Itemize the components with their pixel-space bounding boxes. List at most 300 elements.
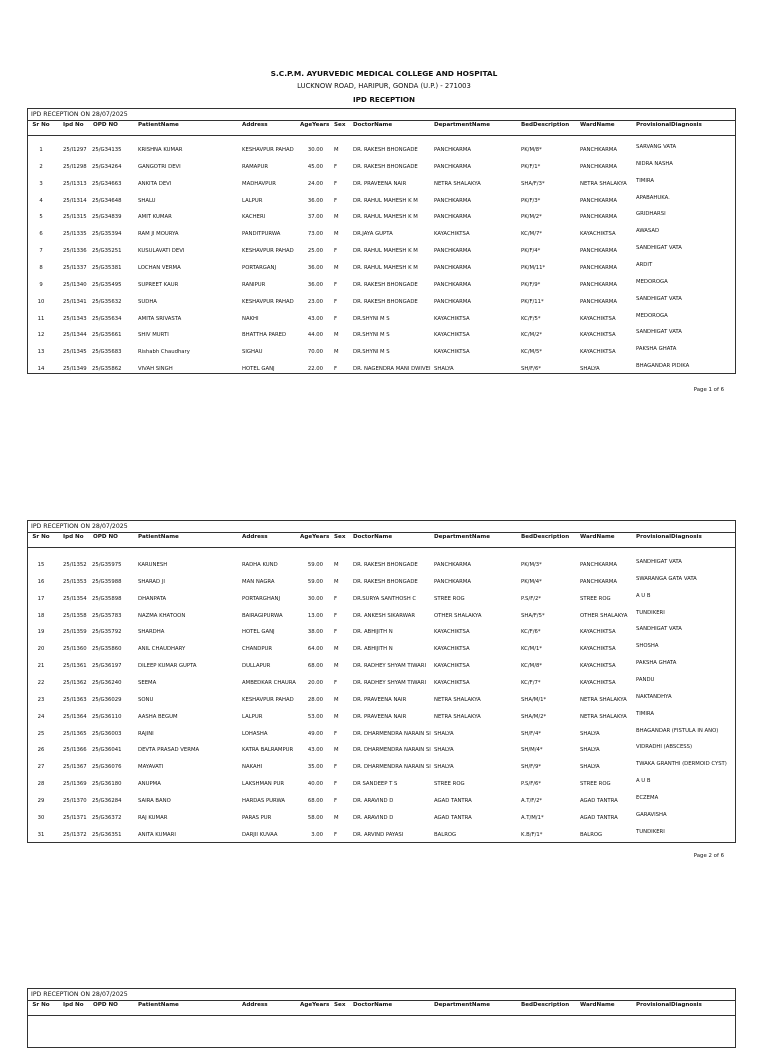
cell-address: PORTARGANJ	[242, 264, 277, 271]
column-header: Sex	[334, 534, 346, 540]
cell-opd: 25/G36351	[92, 831, 122, 838]
cell-dept: STREE ROG	[434, 781, 465, 788]
cell-sex: M	[334, 147, 339, 153]
cell-name: SHIV MURTI	[138, 332, 169, 339]
cell-name: VIVAH SINGH	[138, 366, 173, 373]
cell-address: NAKHI	[242, 315, 259, 322]
cell-ipd: 25/I1349	[63, 366, 87, 373]
column-header: PatientName	[138, 534, 179, 540]
cell-doctor: DR. ABHIJITH N	[353, 629, 393, 636]
column-header: BedDescription	[521, 534, 570, 540]
cell-address: LAKSHMAN PUR	[242, 781, 285, 788]
cell-age: 44.00	[307, 332, 323, 339]
cell-name: DEVTA PRASAD VERMA	[138, 747, 200, 754]
cell-opd: 25/G35860	[92, 646, 122, 653]
column-header: ProvisionalDiagnosis	[636, 534, 702, 540]
cell-opd: 25/G34663	[92, 180, 122, 187]
cell-ward: KAYACHIKTSA	[580, 663, 616, 670]
column-header: WardName	[580, 122, 615, 128]
cell-ward: AGAD TANTRA	[580, 797, 618, 804]
cell-ward: NETRA SHALAKYA	[580, 713, 627, 720]
cell-ipd: 25/I1335	[63, 231, 87, 238]
cell-diag: BHAGANDAR (FISTULA IN ANO)	[636, 727, 719, 734]
column-header: PatientName	[138, 122, 179, 128]
cell-bed: KC/M/7*	[521, 231, 543, 238]
cell-bed: A.T/F/2*	[521, 797, 543, 804]
table-row	[28, 811, 735, 827]
cell-name: SUDHA	[138, 298, 157, 305]
cell-diag: TIMIRA	[636, 177, 655, 184]
cell-diag: PANDU	[636, 676, 655, 683]
column-header-row	[28, 534, 735, 544]
cell-ipd: 25/I1352	[63, 562, 87, 568]
column-header: Address	[242, 534, 268, 540]
table-row	[28, 144, 735, 159]
cell-bed: SHA/M/2*	[521, 713, 547, 720]
cell-dept: PANCHKARMA	[434, 147, 472, 153]
cell-sr: 30	[37, 814, 45, 821]
cell-sex: F	[334, 281, 338, 288]
cell-ward: NETRA SHALAKYA	[580, 696, 627, 703]
cell-ipd: 25/I1371	[63, 814, 87, 821]
cell-bed: PK/M/11*	[521, 264, 546, 271]
cell-sr: 20	[37, 646, 45, 653]
cell-sex: M	[334, 349, 339, 356]
table-row	[28, 592, 735, 608]
cell-sex: M	[334, 713, 339, 720]
cell-name: KARUNESH	[138, 562, 168, 568]
cell-diag: GRIDHARSI	[636, 211, 666, 218]
cell-dept: PANCHKARMA	[434, 197, 472, 204]
cell-age: 59.00	[307, 578, 323, 585]
cell-diag: MEDOROGA	[636, 312, 668, 319]
cell-name: SHARAD JI	[138, 578, 165, 585]
cell-bed: KC/M/2*	[521, 332, 543, 339]
cell-sex: M	[334, 214, 339, 221]
cell-diag: SWARANGA GATA VATA	[636, 575, 697, 582]
cell-address: KESHAVPUR PAHAD	[242, 248, 294, 255]
cell-ipd: 25/I1345	[63, 349, 87, 356]
cell-doctor: DR. ARAVIND D	[353, 797, 394, 804]
cell-address: KESHAVPUR PAHAD	[242, 147, 294, 153]
table-row	[28, 693, 735, 709]
cell-dept: PANCHKARMA	[434, 298, 472, 305]
cell-address: HOTEL GANJ	[242, 366, 275, 373]
cell-bed: P.S/F/2*	[521, 595, 542, 602]
cell-diag: A U B	[636, 592, 651, 599]
cell-doctor: DR. DHARMENDRA NARAIN SI	[353, 730, 431, 737]
cell-diag: ARDIT	[636, 261, 653, 268]
cell-address: KESHAVPUR PAHAD	[242, 298, 294, 305]
cell-ward: KAYACHIKTSA	[580, 332, 616, 339]
college-name: S.C.P.M. AYURVEDIC MEDICAL COLLEGE AND HOSPITAL	[270, 69, 498, 78]
cell-sex: F	[334, 781, 338, 788]
cell-opd: 25/G36110	[92, 713, 122, 720]
cell-age: 28.00	[307, 696, 323, 703]
table-row	[28, 828, 735, 843]
cell-sex: F	[334, 180, 338, 187]
cell-age: 68.00	[307, 663, 323, 670]
cell-age: 35.00	[307, 764, 323, 771]
cell-ipd: 25/I1362	[63, 679, 87, 686]
cell-opd: 25/G36180	[92, 781, 122, 788]
cell-sr: 1	[39, 147, 43, 153]
table-title: IPD RECEPTION ON 28/07/2025	[31, 523, 128, 530]
cell-doctor: DR. PRAVEENA NAIR	[353, 180, 407, 187]
cell-opd: 25/G35251	[92, 248, 122, 255]
cell-address: LOHASHA	[242, 730, 268, 737]
column-header: DepartmentName	[434, 1002, 491, 1008]
column-header: DepartmentName	[434, 122, 491, 128]
column-header: Sex	[334, 1002, 346, 1008]
table-row	[28, 676, 735, 692]
cell-sr: 3	[39, 180, 43, 187]
cell-opd: 25/G35862	[92, 366, 122, 373]
cell-name: AMIT KUMAR	[138, 214, 172, 221]
table-row	[28, 727, 735, 743]
cell-sr: 8	[39, 264, 43, 271]
cell-age: 59.00	[307, 562, 323, 568]
column-header: OPD NO	[93, 1002, 118, 1008]
column-header: OPD NO	[93, 534, 118, 540]
cell-ward: KAYACHIKTSA	[580, 629, 616, 636]
cell-dept: NETRA SHALAKYA	[434, 713, 481, 720]
cell-ward: KAYACHIKTSA	[580, 646, 616, 653]
column-header: DoctorName	[353, 122, 393, 128]
cell-name: SHALU	[138, 197, 156, 204]
cell-address: KACHERI	[242, 214, 266, 221]
cell-age: 30.00	[307, 595, 323, 602]
column-header: OPD NO	[93, 122, 118, 128]
cell-sex: F	[334, 629, 338, 636]
cell-opd: 25/G35632	[92, 298, 122, 305]
column-header: DoctorName	[353, 534, 393, 540]
cell-name: KRISHNA KUMAR	[138, 147, 183, 153]
cell-name: LOCHAN VERMA	[138, 264, 181, 271]
header-divider	[28, 120, 735, 121]
cell-dept: SHALYA	[434, 730, 454, 737]
cell-name: GANGOTRI DEVI	[138, 163, 181, 170]
column-header: Address	[242, 1002, 268, 1008]
cell-address: MADHAVPUR	[242, 180, 276, 187]
cell-ward: PANCHKARMA	[580, 147, 618, 153]
cell-ward: KAYACHIKTSA	[580, 231, 616, 238]
cell-age: 58.00	[307, 814, 323, 821]
cell-doctor: DR. RAHUL MAHESH K M	[353, 248, 418, 255]
cell-address: LALPUR	[242, 197, 263, 204]
table-row	[28, 363, 735, 374]
cell-name: AMITA SRIVASTA	[138, 315, 182, 322]
cell-age: 37.00	[307, 214, 323, 221]
cell-doctor: DR. RADHEY SHYAM TIWARI	[353, 679, 427, 686]
cell-sex: F	[334, 679, 338, 686]
table-row	[28, 261, 735, 277]
cell-bed: PK/F/1*	[521, 163, 541, 170]
cell-diag: TIMIRA	[636, 710, 655, 717]
cell-sr: 29	[37, 797, 45, 804]
cell-sex: F	[334, 315, 338, 322]
cell-sex: F	[334, 797, 338, 804]
cell-address: PARAS PUR	[242, 814, 272, 821]
cell-sr: 6	[39, 231, 43, 238]
cell-diag: SANDHIGAT VATA	[636, 559, 682, 565]
cell-doctor: DR.JAYA GUPTA	[353, 231, 393, 238]
cell-sr: 12	[37, 332, 45, 339]
cell-sr: 2	[39, 163, 43, 170]
cell-bed: SH/M/4*	[521, 747, 543, 754]
cell-bed: SHA/F/3*	[521, 180, 545, 187]
table-row	[28, 245, 735, 260]
cell-ward: NETRA SHALAKYA	[580, 180, 627, 187]
cell-address: DARJII KUVAA	[242, 831, 278, 838]
cell-ward: SHALYA	[580, 366, 600, 373]
cell-sr: 27	[37, 764, 45, 771]
cell-age: 45.00	[307, 163, 323, 170]
cell-name: SONU	[138, 696, 154, 703]
cell-name: SEEMA	[138, 679, 157, 686]
cell-dept: KAYACHIKTSA	[434, 646, 470, 653]
cell-sr: 23	[37, 696, 45, 703]
cell-dept: OTHER SHALAKYA	[434, 612, 482, 619]
cell-ward: SHALYA	[580, 730, 600, 737]
column-header: Ipd No	[63, 534, 84, 540]
cell-diag: SHOSHA	[636, 643, 659, 650]
cell-doctor: DR.SURYA SANTHOSH C	[353, 595, 417, 602]
cell-dept: KAYACHIKTSA	[434, 663, 470, 670]
cell-age: 13.00	[307, 612, 323, 619]
cell-bed: PK/M/8*	[521, 147, 542, 153]
cell-diag: ECZEMA	[636, 794, 659, 801]
cell-bed: PK/F/3*	[521, 197, 541, 204]
cell-doctor: DR. ABHIJITH N	[353, 646, 393, 653]
cell-dept: AGAD TANTRA	[434, 814, 472, 821]
cell-name: DHANPATA	[138, 595, 167, 602]
cell-address: CHANDPUR	[242, 646, 273, 653]
cell-diag: VIDRADHI (ABSCESS)	[636, 744, 693, 751]
cell-doctor: DR. RAKESH BHONGADE	[353, 578, 418, 585]
cell-dept: STREE ROG	[434, 595, 465, 602]
cell-name: AASHA BEGUM	[138, 713, 178, 720]
column-header: DoctorName	[353, 1002, 393, 1008]
cell-ipd: 25/I1341	[63, 298, 87, 305]
header-divider	[28, 532, 735, 533]
cell-opd: 25/G34648	[92, 197, 122, 204]
cell-dept: BALROG	[434, 831, 457, 838]
cell-sr: 5	[39, 214, 43, 221]
column-header: WardName	[580, 1002, 615, 1008]
cell-address: BHATTHA PARED	[242, 332, 287, 339]
cell-address: KESHAVPUR PAHAD	[242, 696, 294, 703]
cell-opd: 25/G35394	[92, 231, 122, 238]
cell-age: 38.00	[307, 629, 323, 636]
table-row	[28, 778, 735, 793]
cell-sr: 25	[37, 730, 45, 737]
cell-ward: STREE ROG	[580, 781, 611, 788]
table-row	[28, 710, 735, 726]
cell-doctor: DR. ARAVIND D	[353, 814, 394, 821]
cell-address: BAIRAGIPURWA	[242, 612, 283, 619]
cell-sr: 17	[37, 595, 45, 602]
cell-diag: PAKSHA GHATA	[636, 660, 677, 667]
cell-dept: KAYACHIKTSA	[434, 629, 470, 636]
cell-bed: KC/M/1*	[521, 646, 543, 653]
table-row	[28, 346, 735, 361]
cell-ipd: 25/I1363	[63, 696, 87, 703]
cell-name: Rishabh Chaudhary	[138, 349, 190, 356]
cell-sex: M	[334, 646, 339, 653]
cell-sex: M	[334, 264, 339, 271]
cell-sex: F	[334, 831, 338, 838]
cell-opd: 25/G35898	[92, 595, 122, 602]
cell-sex: M	[334, 332, 339, 339]
cell-sr: 15	[37, 562, 45, 568]
cell-age: 43.00	[307, 315, 323, 322]
cell-dept: KAYACHIKTSA	[434, 349, 470, 356]
cell-diag: SANDHIGAT VATA	[636, 626, 682, 633]
table-row	[28, 643, 735, 658]
cell-ward: SHALYA	[580, 747, 600, 754]
cell-diag: A U B	[636, 778, 651, 785]
cell-sr: 10	[37, 298, 45, 305]
cell-dept: KAYACHIKTSA	[434, 231, 470, 238]
cell-doctor: DR. ANKESH SIKARWAR	[353, 612, 416, 619]
cell-ipd: 25/I1369	[63, 781, 87, 788]
cell-opd: 25/G36041	[92, 747, 122, 754]
table-row	[28, 295, 735, 311]
cell-doctor: DR.SHYNI M S	[353, 349, 390, 356]
column-header-row	[28, 122, 735, 132]
cell-dept: SHALYA	[434, 366, 454, 373]
cell-diag: TUNDIKERI	[636, 609, 665, 616]
cell-ipd: 25/I1336	[63, 248, 87, 255]
cell-ipd: 25/I1343	[63, 315, 87, 322]
cell-ipd: 25/I1372	[63, 831, 87, 838]
college-address: LUCKNOW ROAD, HARIPUR, GONDA (U.P.) - 271003	[297, 82, 471, 90]
column-header: BedDescription	[521, 1002, 570, 1008]
cell-name: NAZMA KHATOON	[138, 612, 186, 619]
cell-doctor: DR. DHARMENDRA NARAIN SI	[353, 764, 431, 771]
cell-age: 53.00	[307, 713, 323, 720]
cell-dept: AGAD TANTRA	[434, 797, 472, 804]
cell-ward: KAYACHIKTSA	[580, 349, 616, 356]
cell-address: MAN NAGRA	[242, 578, 275, 585]
cell-dept: NETRA SHALAKYA	[434, 180, 481, 187]
cell-ipd: 25/I1298	[63, 163, 87, 170]
cell-opd: 25/G36240	[92, 679, 122, 686]
cell-dept: PANCHKARMA	[434, 214, 472, 221]
cell-address: DULLAPUR	[242, 663, 271, 670]
header-divider	[28, 1000, 735, 1001]
cell-age: 23.00	[307, 298, 323, 305]
cell-address: RANIPUR	[242, 281, 266, 288]
cell-name: ANKITA DEVI	[138, 180, 172, 187]
cell-doctor: DR. RAHUL MAHESH K M	[353, 264, 418, 271]
cell-ward: PANCHKARMA	[580, 197, 618, 204]
table-title: IPD RECEPTION ON 28/07/2025	[31, 991, 128, 998]
cell-opd: 25/G35783	[92, 612, 122, 619]
cell-ward: PANCHKARMA	[580, 163, 618, 170]
header-divider	[28, 547, 735, 548]
cell-bed: SHA/M/1*	[521, 696, 547, 703]
cell-ipd: 25/I1337	[63, 264, 87, 271]
table-row	[28, 211, 735, 226]
cell-diag: SANDHIGAT VATA	[636, 295, 682, 302]
cell-age: 68.00	[307, 797, 323, 804]
column-header: PatientName	[138, 1002, 179, 1008]
cell-bed: P.S/F/6*	[521, 781, 542, 788]
cell-age: 25.00	[307, 248, 323, 255]
cell-address: NAKAHI	[242, 764, 263, 771]
cell-bed: PK/M/2*	[521, 214, 542, 221]
cell-ipd: 25/I1344	[63, 332, 87, 339]
cell-diag: SARVANG VATA	[636, 144, 677, 150]
cell-doctor: DR. NAGENDRA MANI DWIVEI	[353, 366, 431, 373]
table-row	[28, 660, 735, 675]
cell-name: ANITA KUMARI	[138, 831, 176, 838]
table-row	[28, 609, 735, 625]
cell-opd: 25/G35988	[92, 578, 122, 585]
cell-diag: PAKSHA GHATA	[636, 346, 677, 353]
cell-opd: 25/G36003	[92, 730, 122, 737]
cell-dept: SHALYA	[434, 764, 454, 771]
table-row	[28, 194, 735, 210]
cell-doctor: DR. RAKESH BHONGADE	[353, 298, 418, 305]
cell-bed: K.B/F/1*	[521, 831, 543, 838]
cell-opd: 25/G34839	[92, 214, 122, 221]
cell-ipd: 25/I1314	[63, 197, 87, 204]
column-header: Ipd No	[63, 122, 84, 128]
cell-sr: 11	[37, 315, 45, 322]
cell-bed: A.T/M/1*	[521, 814, 544, 821]
column-header-row	[28, 1002, 735, 1012]
cell-dept: NETRA SHALAKYA	[434, 696, 481, 703]
cell-sr: 7	[39, 248, 43, 255]
cell-age: 49.00	[307, 730, 323, 737]
cell-ipd: 25/I1354	[63, 595, 87, 602]
cell-name: SUPREET KAUR	[138, 281, 179, 288]
cell-bed: SHA/F/5*	[521, 612, 545, 619]
page-number: Page 2 of 6	[693, 853, 724, 859]
cell-ipd: 25/I1365	[63, 730, 87, 737]
cell-ward: PANCHKARMA	[580, 578, 618, 585]
cell-dept: PANCHKARMA	[434, 281, 472, 288]
column-header: WardName	[580, 534, 615, 540]
header-divider	[28, 135, 735, 136]
cell-opd: 25/G35683	[92, 349, 122, 356]
cell-sex: M	[334, 814, 339, 821]
cell-name: DILEEP KUMAR GUPTA	[138, 663, 197, 670]
cell-dept: PANCHKARMA	[434, 562, 472, 568]
cell-sex: F	[334, 197, 338, 204]
cell-doctor: DR. RAKESH BHONGADE	[353, 562, 418, 568]
cell-ipd: 25/I1313	[63, 180, 87, 187]
cell-doctor: DR. PRAVEENA NAIR	[353, 713, 407, 720]
cell-ipd: 25/I1360	[63, 646, 87, 653]
cell-bed: PK/F/9*	[521, 281, 541, 288]
cell-ward: KAYACHIKTSA	[580, 315, 616, 322]
cell-opd: 25/G35634	[92, 315, 122, 322]
cell-age: 36.00	[307, 197, 323, 204]
cell-doctor: DR. DHARMENDRA NARAIN SI	[353, 747, 431, 754]
table-row	[28, 626, 735, 641]
cell-address: RAMAPUR	[242, 163, 269, 170]
cell-bed: KC/F/6*	[521, 629, 541, 636]
cell-doctor: DR. RAKESH BHONGADE	[353, 147, 418, 153]
cell-sr: 13	[37, 349, 45, 356]
cell-ward: STREE ROG	[580, 595, 611, 602]
cell-diag: APABAHUKA.	[636, 194, 670, 201]
cell-bed: SH/F/9*	[521, 764, 541, 771]
